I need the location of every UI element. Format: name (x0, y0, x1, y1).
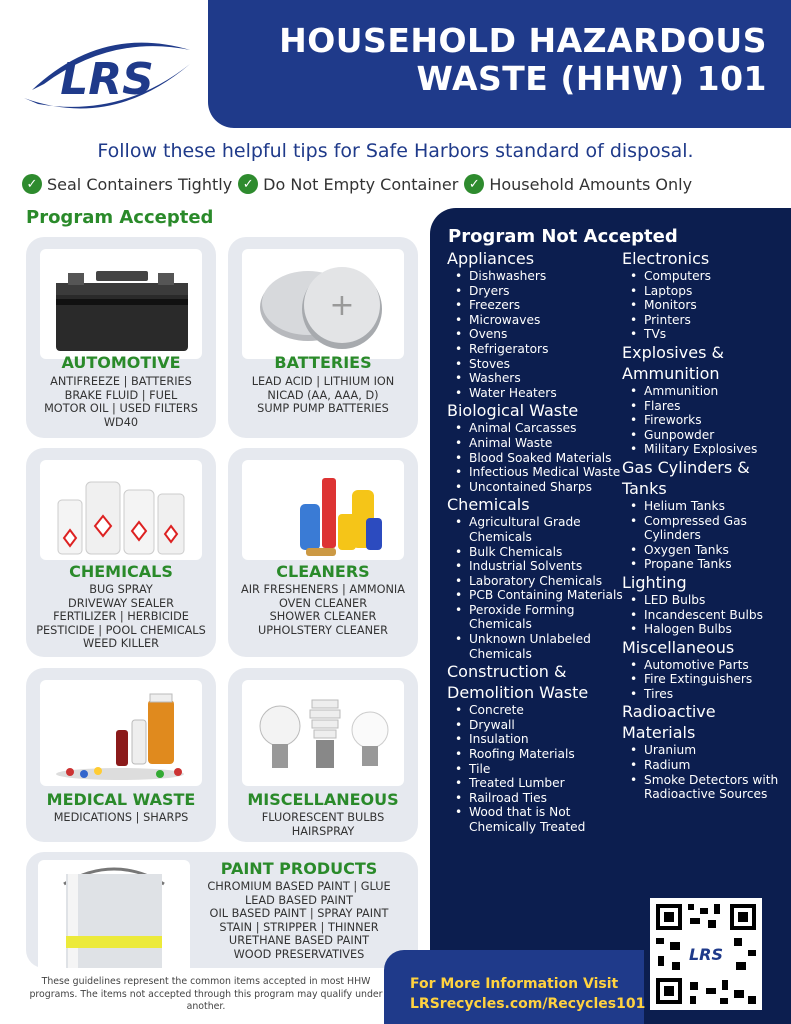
list-item: • Treated Lumber (447, 776, 627, 791)
item-line: FERTILIZER | HERBICIDE (53, 610, 189, 624)
card-title: PAINT PRODUCTS (220, 859, 378, 878)
category-title: Construction & Demolition Waste (447, 662, 589, 703)
list-item: • Flares (622, 399, 787, 414)
list-item: • Helium Tanks (622, 499, 787, 514)
card-items (194, 880, 404, 962)
list-item: • Dishwashers (447, 269, 627, 284)
accepted-heading: Program Accepted (26, 207, 214, 228)
list-item: • Drywall (447, 718, 627, 733)
card-items (228, 375, 418, 416)
list-item: • Animal Carcasses (447, 421, 627, 436)
card-title: MISCELLANEOUS (247, 790, 399, 809)
category-radioactive-materials (622, 701, 787, 801)
tip-household-amounts (464, 174, 692, 194)
list-item: • Laboratory Chemicals (447, 574, 627, 589)
category-lighting (622, 572, 787, 637)
category-explosives-ammunition (622, 342, 787, 457)
category-gas-cylinders-tanks (622, 457, 787, 572)
item-line: LEAD ACID | LITHIUM ION (251, 375, 395, 388)
chemical-bottles-image (40, 460, 202, 560)
category-electronics (622, 248, 787, 342)
list-item: • Compressed Gas Cylinders (622, 514, 787, 543)
lrs-logo (22, 34, 192, 118)
list-item: • Computers (622, 269, 787, 284)
list-item: • Fireworks (622, 413, 787, 428)
list-item: • Incandescent Bulbs (622, 608, 787, 623)
item-line: WOOD PRESERVATIVES (233, 947, 365, 961)
card-items (228, 583, 418, 637)
category-biological-waste (447, 400, 627, 494)
list-item: • Military Explosives (622, 442, 787, 457)
card-items (26, 811, 216, 825)
category-title: Miscellaneous (622, 637, 735, 657)
item-line: STAIN | STRIPPER | THINNER (219, 920, 379, 934)
list-item: • Washers (447, 371, 627, 386)
svg-text:+: + (329, 288, 355, 323)
card-title: AUTOMOTIVE (61, 353, 181, 372)
page-title: HOUSEHOLD HAZARDOUS WASTE (HHW) 101 (279, 21, 767, 98)
list-item: • Propane Tanks (622, 557, 787, 572)
card-items (26, 583, 216, 651)
subtitle: Follow these helpful tips for Safe Harbors standard of disposal. (97, 140, 694, 162)
list-item: • Printers (622, 313, 787, 328)
item-line: AIR FRESHENERS | AMMONIA (240, 583, 405, 596)
item-line: CHROMIUM BASED PAINT | GLUE (207, 880, 391, 893)
car-battery-image (40, 249, 202, 359)
card-title: CHEMICALS (69, 562, 173, 581)
cleaner-bottles-image (242, 460, 404, 560)
check-icon: ✓ (464, 174, 484, 194)
list-item: • Roofing Materials (447, 747, 627, 762)
qr-code[interactable] (650, 898, 762, 1010)
check-icon: ✓ (22, 174, 42, 194)
list-item: • Gunpowder (622, 428, 787, 443)
list-item: • TVs (622, 327, 787, 342)
list-item: • Dryers (447, 284, 627, 299)
list-item: • Halogen Bulbs (622, 622, 787, 637)
card-cleaners (228, 448, 418, 657)
list-item: • Uncontained Sharps (447, 480, 627, 495)
category-title: Lighting (622, 572, 687, 592)
check-icon: ✓ (238, 174, 258, 194)
not-accepted-heading: Program Not Accepted (448, 226, 678, 247)
category-appliances (447, 248, 627, 400)
list-item: • Insulation (447, 732, 627, 747)
card-chemicals (26, 448, 216, 657)
list-item: • Oxygen Tanks (622, 543, 787, 558)
list-item: • Unknown Unlabeled Chemicals (447, 632, 627, 661)
list-item: • Concrete (447, 703, 627, 718)
list-item: • Agricultural Grade Chemicals (447, 515, 627, 544)
item-line: UPHOLSTERY CLEANER (257, 623, 389, 637)
list-item: • Freezers (447, 298, 627, 313)
card-title: BATTERIES (274, 353, 372, 372)
card-items (228, 811, 418, 838)
category-title: Electronics (622, 249, 710, 268)
item-line: SHOWER CLEANER (269, 610, 377, 624)
item-line: URETHANE BASED PAINT (228, 934, 370, 948)
logo-text: LRS (60, 54, 154, 105)
list-item: • Stoves (447, 357, 627, 372)
list-item: • PCB Containing Materials (447, 588, 627, 603)
item-line: LEAD BASED PAINT (244, 893, 354, 907)
tip-label: Do Not Empty Container (263, 174, 459, 194)
qr-logo-text: LRS (688, 945, 724, 964)
list-item: • Tires (622, 687, 787, 702)
item-line: OIL BASED PAINT | SPRAY PAINT (209, 907, 389, 921)
item-line: BRAKE FLUID | FUEL (64, 388, 178, 402)
category-construction-demolition (447, 661, 627, 834)
list-item: • Smoke Detectors with Radioactive Sources (622, 773, 787, 802)
category-title: Radioactive Materials (622, 702, 716, 743)
item-line: FLUORESCENT BULBS (261, 811, 385, 824)
list-item: • Wood that is Not Chemically Treated (447, 805, 627, 834)
list-item: • Animal Waste (447, 436, 627, 451)
list-item: • Laptops (622, 284, 787, 299)
item-line: PESTICIDE | POOL CHEMICALS (36, 623, 206, 637)
item-line: ANTIFREEZE | BATTERIES (50, 375, 192, 388)
list-item: • Automotive Parts (622, 658, 787, 673)
tip-do-not-empty (238, 174, 458, 194)
card-miscellaneous (228, 668, 418, 842)
item-line: HAIRSPRAY (291, 824, 355, 838)
item-line: NICAD (AA, AAA, D) (267, 388, 379, 402)
list-item: • Infectious Medical Waste (447, 465, 627, 480)
card-paint-products (26, 852, 418, 968)
list-item: • Ovens (447, 327, 627, 342)
coin-battery-image (242, 249, 404, 359)
card-items (26, 375, 216, 429)
tip-seal (22, 174, 232, 194)
item-line: MOTOR OIL | USED FILTERS (44, 402, 198, 416)
category-title: Biological Waste (447, 401, 579, 421)
medication-image (40, 680, 202, 786)
item-line: WD40 (103, 415, 139, 429)
list-item: • Refrigerators (447, 342, 627, 357)
not-accepted-column-1 (447, 248, 627, 835)
category-chemicals (447, 494, 627, 661)
list-item: • LED Bulbs (622, 593, 787, 608)
more-info-box (384, 950, 644, 1024)
category-title: Gas Cylinders & Tanks (622, 457, 750, 498)
category-title: Explosives & Ammunition (622, 342, 724, 383)
list-item: • Railroad Ties (447, 791, 627, 806)
paint-can-image (38, 860, 190, 968)
item-line: WEED KILLER (82, 637, 160, 651)
list-item: • Radium (622, 758, 787, 773)
category-title: Appliances (447, 249, 535, 268)
not-accepted-panel (430, 208, 791, 1024)
card-title: MEDICAL WASTE (46, 790, 196, 809)
category-title: Chemicals (447, 495, 530, 515)
list-item: • Water Heaters (447, 386, 627, 401)
list-item: • Ammunition (622, 384, 787, 399)
card-medical-waste (26, 668, 216, 842)
item-line: DRIVEWAY SEALER (68, 596, 174, 610)
item-line: BUG SPRAY (89, 583, 153, 596)
list-item: • Uranium (622, 743, 787, 758)
card-title: CLEANERS (276, 562, 370, 581)
more-info-link[interactable]: LRSrecycles.com/Recycles101 (410, 996, 646, 1012)
tip-label: Household Amounts Only (489, 174, 693, 194)
list-item: • Fire Extinguishers (622, 672, 787, 687)
list-item: • Peroxide Forming Chemicals (447, 603, 627, 632)
list-item: • Monitors (622, 298, 787, 313)
tip-label: Seal Containers Tightly (47, 174, 233, 194)
category-miscellaneous (622, 637, 787, 702)
not-accepted-column-2 (622, 248, 787, 802)
light-bulbs-image (242, 680, 404, 786)
card-batteries (228, 237, 418, 438)
footnote: These guidelines represent the common items accepted in most HHW programs. The items not accepted through this program may qualify under another. (29, 976, 383, 1012)
more-info-label: For More Information Visit (410, 976, 619, 992)
tips-row (22, 174, 782, 194)
list-item: • Microwaves (447, 313, 627, 328)
item-line: MEDICATIONS | SHARPS (53, 811, 189, 824)
item-line: OVEN CLEANER (278, 596, 368, 610)
list-item: • Tile (447, 762, 627, 777)
card-automotive (26, 237, 216, 438)
item-line: SUMP PUMP BATTERIES (257, 402, 389, 416)
list-item: • Bulk Chemicals (447, 545, 627, 560)
list-item: • Industrial Solvents (447, 559, 627, 574)
list-item: • Blood Soaked Materials (447, 451, 627, 466)
